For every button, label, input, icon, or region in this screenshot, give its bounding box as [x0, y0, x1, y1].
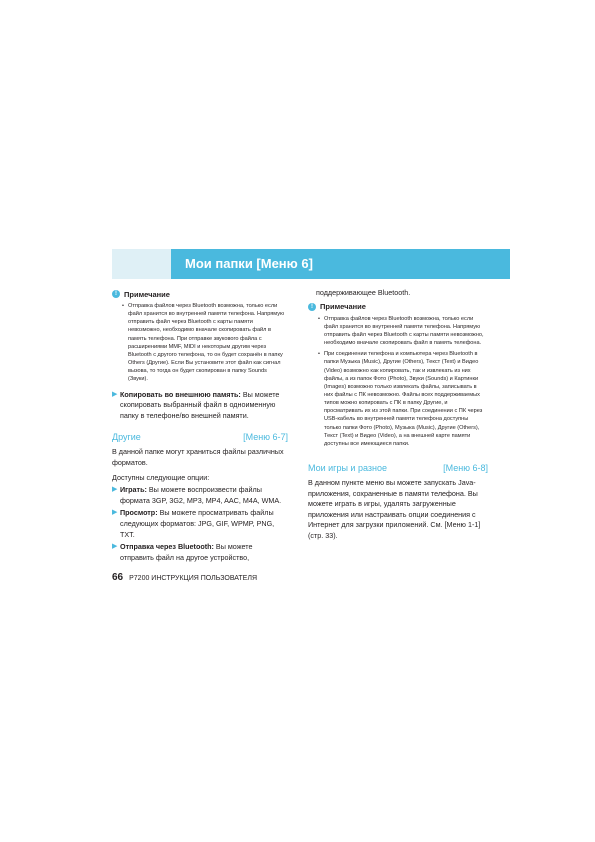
option-text: Вы можете скопировать выбранный файл в одноименную папку в телефоне/во внешней памяти. [120, 389, 280, 420]
page-footer [112, 572, 257, 583]
arrow-icon: ▶ [112, 543, 118, 551]
option-label: Играть: [120, 485, 147, 495]
note-item: • Отправка файлов через Bluetooth возможна, только если файл хранится во внутренней памяти телефона. Напрямую отправить файл через Bluetooth с карты памяти невозможно, необходимо вначале скопировать файл в память телефона. При отправке звукового файла с расширениями MMF, MIDI и некоторым другим через Bluetooth с другого телефона, то он будет сохранён в папку Others (Другие). Если Вы установите этот файл как сигнал вызова, то тогда он будет скопирован в папку Sounds (Звуки). [112, 302, 288, 384]
note-title: Примечание [124, 289, 170, 299]
section-header-games [308, 462, 488, 474]
option-text: Вы можете воспроизвести файлы формата 3GP, 3G2, MP3, MP4, AAC, M4A, WMA. [120, 485, 282, 505]
info-icon: ! [112, 290, 120, 298]
note-list [308, 315, 488, 449]
option-label: Просмотр: [120, 508, 158, 518]
note-title: Примечание [320, 302, 366, 312]
left-column [112, 288, 288, 563]
note-header [308, 301, 488, 313]
note-item: • Отправка файлов через Bluetooth возможна, только если файл хранится во внутренней памяти телефона. Напрямую отправить файл через Bluetooth с карты памяти невозможно, необходимо вначале скопировать файл в память телефона. [308, 315, 488, 348]
paragraph: В данной папке могут храниться файлы различных форматов. [112, 447, 284, 467]
option-label: Копировать во внешнюю память: [120, 389, 241, 399]
info-icon: ! [308, 303, 316, 311]
paragraph: Доступны следующие опции: [112, 472, 210, 482]
section-menu-ref: [Меню 6-8] [443, 463, 488, 474]
paragraph: В данном пункте меню вы можете запускать Java-приложения, сохраненные в памяти телефона. Вы можете играть в игры, удалять загруженные приложения или настраивать опции соединения с Интернет для загрузки приложений. См. [Меню 1-1] (стр. 33). [308, 478, 481, 541]
option-view [112, 508, 288, 540]
note-item: • При соединении телефона и компьютера через Bluetooth в папки Музыка (Music), Другие (Others), Текст (Text) и Видео (Video) возможно как копировать, так и извлекать из них файлы, а из папок Фото (Photo), Звуки (Sounds) и Картинки (Images) возможно только извлекать файлы, записывать в них файлы с ПК невозможно. Файлы всех поддерживаемых типов можно копировать с ПК в папку Другие, и просматривать их из этой папки. При соединении с ПК через USB-кабель во внутренней памяти телефона доступны только папки Фото (Photo), Музыка (Music), Другие (Others), Текст (Text) и Видео (Video), а на внешней карте памяти доступны все имеющиеся папки. [308, 350, 488, 448]
section-title: Мои игры и разное [308, 463, 387, 474]
arrow-icon: ▶ [112, 509, 118, 517]
option-text: Вы можете отправить файл на другое устройство, [120, 542, 253, 562]
arrow-icon: ▶ [112, 486, 118, 494]
note-list [112, 302, 288, 384]
right-column [308, 288, 488, 542]
continued-text: поддерживающее Bluetooth. [316, 288, 411, 297]
option-label: Отправка через Bluetooth: [120, 542, 214, 552]
page-title: Мои папки [Меню 6] [171, 249, 510, 279]
option-copy-external [112, 390, 288, 422]
section-title: Другие [112, 432, 141, 443]
option-play [112, 485, 288, 506]
note-header [112, 288, 288, 300]
section-header-other [112, 431, 288, 443]
option-send-bluetooth [112, 542, 288, 563]
arrow-icon: ▶ [112, 390, 118, 398]
option-text: Вы можете просматривать файлы следующих форматов: JPG, GIF, WPMP, PNG, TXT. [120, 508, 275, 539]
section-menu-ref: [Меню 6-7] [243, 432, 288, 443]
footer-text: P7200 ИНСТРУКЦИЯ ПОЛЬЗОВАТЕЛЯ [129, 575, 257, 582]
page-number: 66 [112, 572, 124, 583]
